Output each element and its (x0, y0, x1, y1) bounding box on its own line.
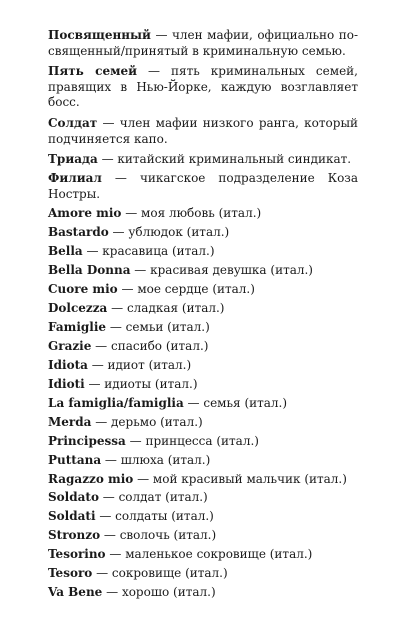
glossary-definition: — хорошо (итал.) (102, 585, 216, 600)
glossary-entry (48, 171, 358, 202)
glossary-definition: — сокровище (итал.) (92, 566, 228, 581)
glossary-definition: — ублюдок (итал.) (108, 224, 230, 239)
glossary-term: La famiglia/famiglia (48, 395, 184, 410)
glossary-entry (48, 509, 358, 525)
glossary-term: Famiglie (48, 319, 107, 334)
glossary-term: Bastardo (48, 224, 109, 239)
glossary-page (48, 28, 358, 604)
glossary-definition: — идиоты (итал.) (84, 376, 198, 391)
glossary-definition: — маленькое сокровище (итал.) (105, 547, 313, 562)
glossary-term: Amore mio (48, 205, 122, 220)
glossary-definition: — шлюха (итал.) (101, 452, 211, 467)
glossary-definition: — член мафии, официально посвященный/принятый в криминальную семью. (48, 28, 358, 58)
glossary-entry (48, 116, 358, 147)
glossary-definition: — солдаты (итал.) (95, 509, 214, 524)
glossary-term: Grazie (48, 338, 92, 353)
glossary-entry (48, 263, 358, 279)
glossary-term: Principessa (48, 433, 126, 448)
glossary-term: Idiota (48, 357, 88, 372)
glossary-definition: — красавица (итал.) (82, 243, 215, 258)
glossary-entry (48, 64, 358, 111)
glossary-definition: — чикагское подразделение Коза Ностры. (48, 171, 358, 201)
glossary-definition: — мое сердце (итал.) (117, 281, 255, 296)
glossary-entry (48, 358, 358, 374)
glossary-entry (48, 415, 358, 431)
glossary-term: Soldato (48, 490, 99, 505)
glossary-entry (48, 434, 358, 450)
glossary-entry (48, 206, 358, 222)
glossary-definition: — семьи (итал.) (106, 319, 210, 334)
glossary-term: Tesoro (48, 566, 93, 581)
glossary-entry (48, 490, 358, 506)
glossary-term: Посвященный (48, 28, 151, 42)
glossary-term: Va Bene (48, 585, 103, 600)
glossary-term: Bella Donna (48, 262, 131, 277)
glossary-definition: — красивая девушка (итал.) (130, 262, 313, 277)
glossary-definition: — спасибо (итал.) (91, 338, 209, 353)
glossary-definition: — моя любовь (итал.) (121, 205, 262, 220)
glossary-entry (48, 244, 358, 260)
glossary-entry (48, 28, 358, 59)
glossary-term: Puttana (48, 452, 102, 467)
glossary-definition: — мой красивый мальчик (итал.) (133, 471, 347, 486)
glossary-definition: — сволочь (итал.) (100, 528, 217, 543)
glossary-entry (48, 377, 358, 393)
glossary-term: Cuore mio (48, 281, 118, 296)
glossary-definition: — солдат (итал.) (98, 490, 208, 505)
glossary-entry (48, 472, 358, 488)
glossary-definition: — принцесса (итал.) (125, 433, 259, 448)
glossary-entry (48, 339, 358, 355)
glossary-entry (48, 547, 358, 563)
glossary-definition: — дерьмо (итал.) (91, 414, 203, 429)
glossary-entry (48, 301, 358, 317)
glossary-entry (48, 320, 358, 336)
glossary-entry (48, 396, 358, 412)
glossary-term: Idioti (48, 376, 85, 391)
glossary-definition: — китайский криминальный синдикат. (97, 152, 352, 167)
glossary-entry (48, 225, 358, 241)
glossary-definition: — идиот (итал.) (87, 357, 192, 372)
glossary-definition: — сладкая (итал.) (107, 300, 225, 315)
glossary-term: Stronzo (48, 528, 101, 543)
glossary-entry (48, 585, 358, 601)
glossary-term: Ragazzo mio (48, 471, 134, 486)
glossary-term: Солдат (48, 115, 98, 130)
glossary-entry (48, 282, 358, 298)
glossary-entry (48, 528, 358, 544)
glossary-entry (48, 566, 358, 582)
glossary-definition: — пять криминальных семей, правящих в Нью-Йорке, каждую возглавляет босс. (48, 64, 358, 110)
glossary-term: Tesorino (48, 547, 106, 562)
glossary-term: Merda (48, 414, 92, 429)
glossary-entry (48, 152, 358, 168)
glossary-term: Dolcezza (48, 300, 108, 315)
glossary-term: Филиал (48, 171, 102, 186)
glossary-definition: — семья (итал.) (183, 395, 288, 410)
glossary-term: Пять семей (48, 64, 138, 79)
glossary-term: Триада (48, 152, 98, 167)
glossary-definition: — член мафии низкого ранга, который подчиняется капо. (48, 115, 358, 146)
glossary-term: Bella (48, 243, 83, 258)
glossary-term: Soldati (48, 509, 96, 524)
glossary-entry (48, 453, 358, 469)
